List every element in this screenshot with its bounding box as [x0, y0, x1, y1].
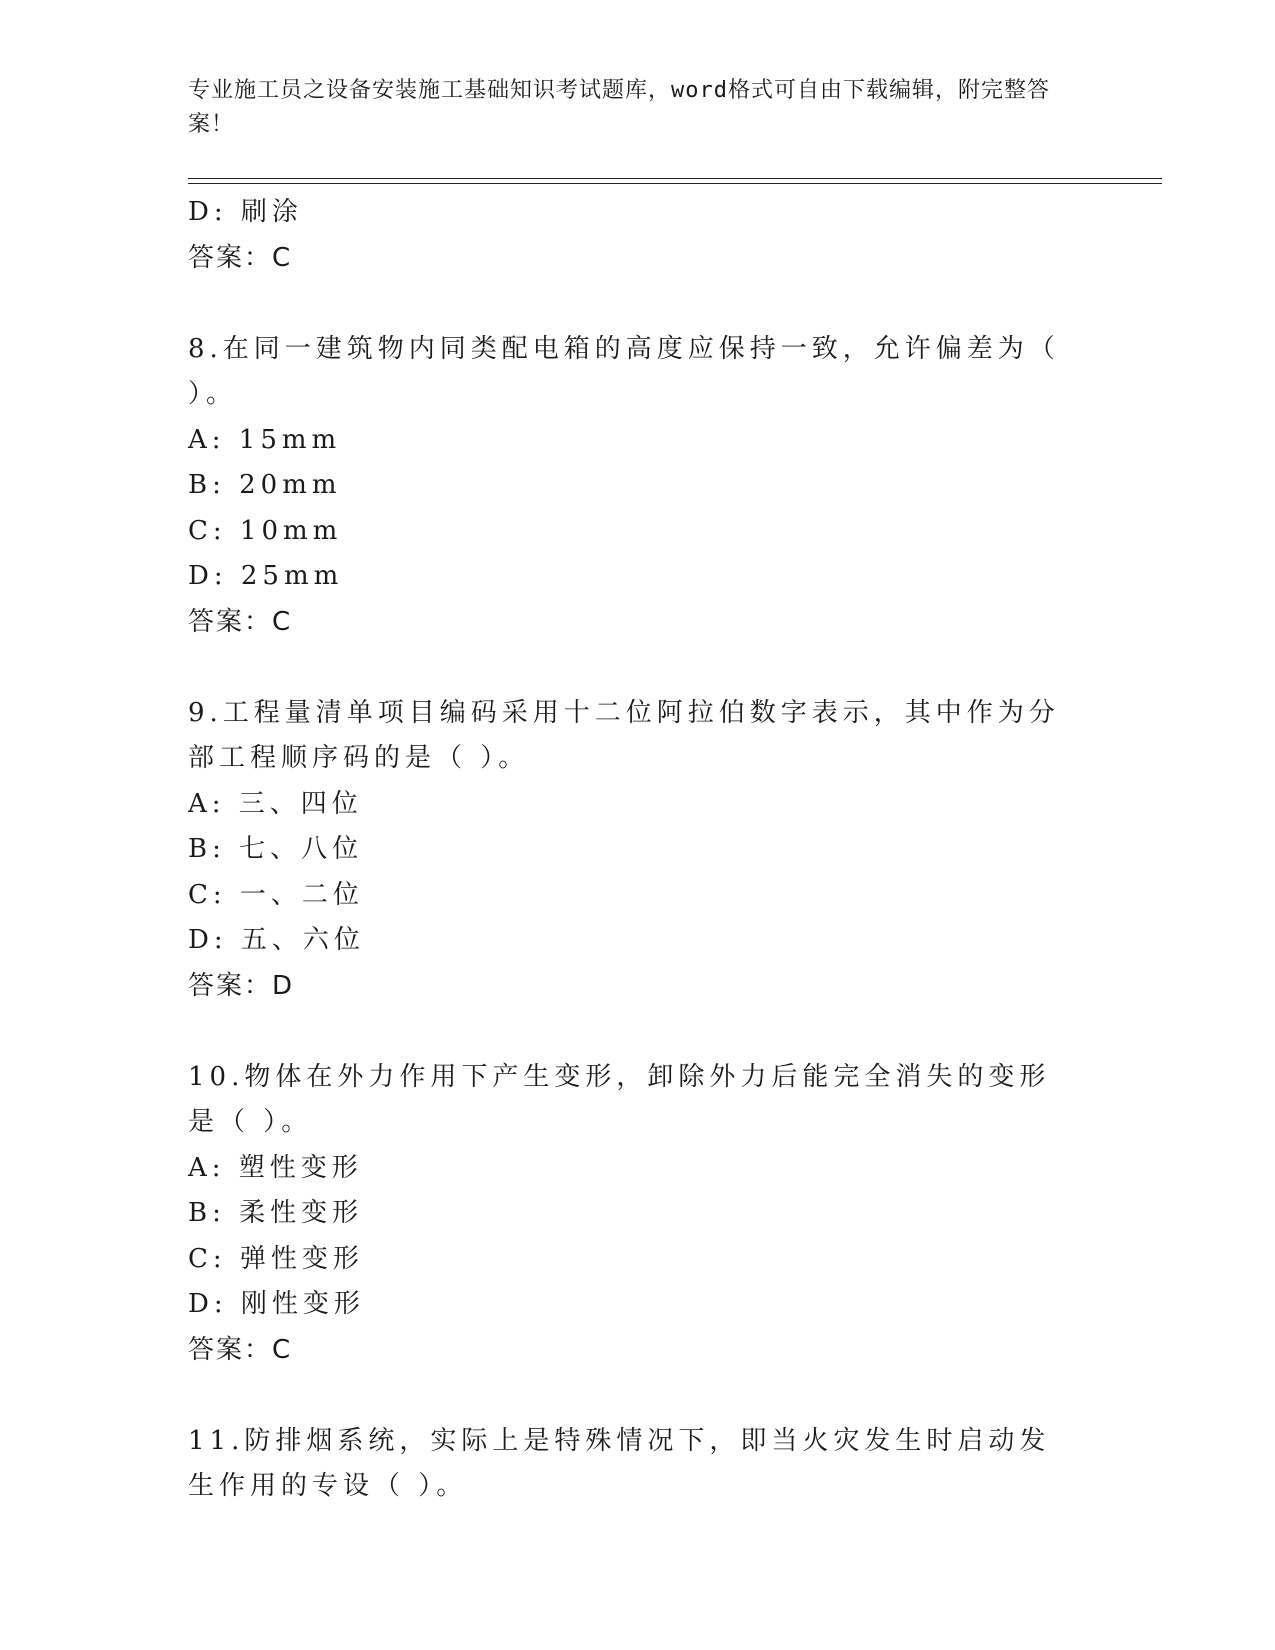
question-10 [188, 1055, 1068, 1374]
question-stem: 8.在同一建筑物内同类配电箱的高度应保持一致，允许偏差为（ ）。 [188, 333, 1060, 409]
option-a: A: 三、四位 [188, 788, 363, 819]
option-a: A: 塑性变形 [188, 1152, 363, 1183]
question-11 [188, 1419, 1068, 1510]
header-divider-top [188, 178, 1162, 179]
option-d: D: 25mm [188, 561, 344, 591]
question-stem: 11.防排烟系统，实际上是特殊情况下，即当火灾发生时启动发生作用的专设（ ）。 [188, 1425, 1051, 1501]
answer: 答案：C [188, 242, 293, 273]
document-content [188, 190, 1068, 1510]
option-d: D: 刷涂 [188, 197, 303, 227]
header-divider-bottom [188, 183, 1162, 184]
option-c: C: 弹性变形 [188, 1243, 364, 1274]
question-stem: 10.物体在外力作用下产生变形，卸除外力后能完全消失的变形是（ ）。 [188, 1061, 1051, 1137]
answer: 答案：C [188, 606, 293, 637]
option-d: D: 五、六位 [188, 925, 365, 955]
document-header: 专业施工员之设备安装施工基础知识考试题库，word格式可自由下载编辑，附完整答案！ [188, 78, 1050, 137]
option-a: A: 15mm [188, 424, 342, 455]
option-c: C: 一、二位 [188, 879, 364, 910]
option-b: B: 七、八位 [188, 834, 364, 864]
option-b: B: 柔性变形 [188, 1198, 364, 1228]
answer: 答案：D [188, 970, 295, 1001]
option-d: D: 刚性变形 [188, 1289, 365, 1319]
option-c: C: 10mm [188, 515, 343, 546]
question-9 [188, 691, 1068, 1010]
question-8 [188, 327, 1068, 646]
answer: 答案：C [188, 1334, 293, 1365]
question-stem: 9.工程量清单项目编码采用十二位阿拉伯数字表示，其中作为分部工程顺序码的是（ ）。 [188, 697, 1060, 773]
option-b: B: 20mm [188, 470, 342, 500]
